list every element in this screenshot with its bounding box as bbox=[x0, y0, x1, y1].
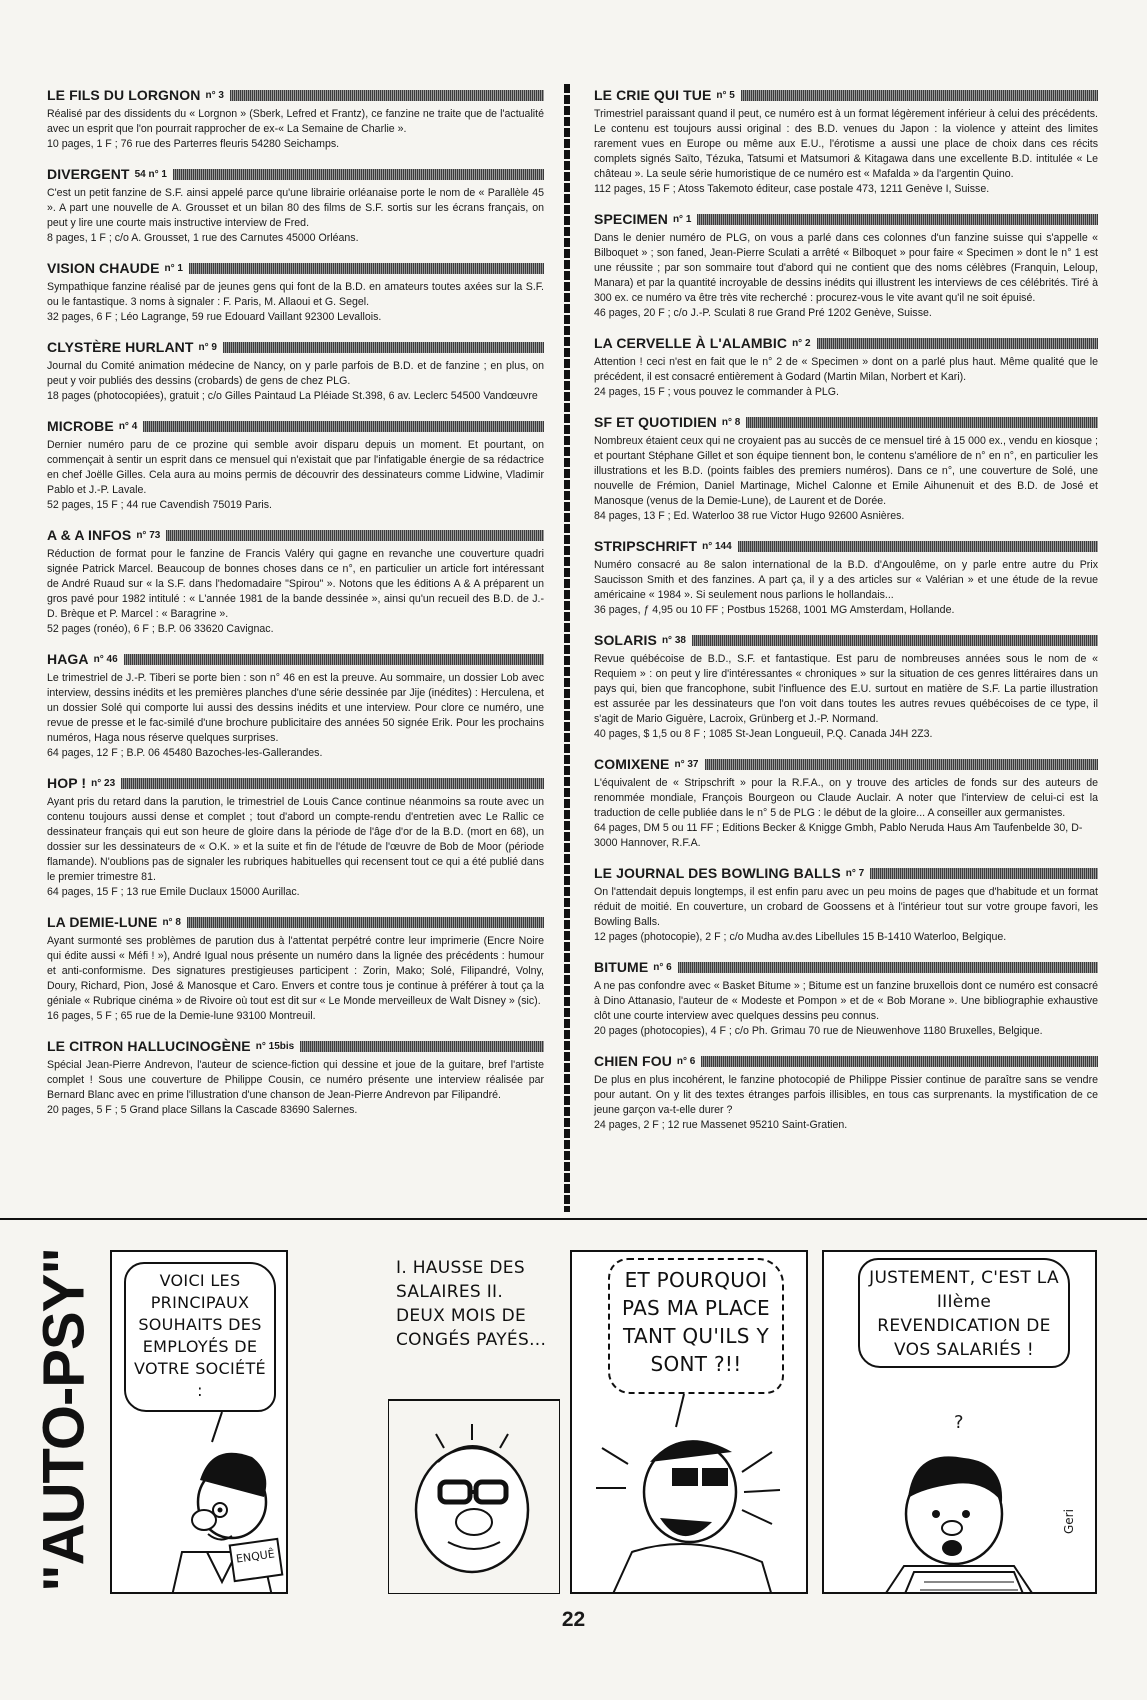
fanzine-entry bbox=[47, 524, 544, 637]
entry-issue-number: n° 9 bbox=[198, 341, 217, 353]
heading-rule bbox=[701, 1056, 1098, 1067]
entry-heading bbox=[594, 411, 1098, 433]
entry-title: LA CERVELLE À L'ALAMBIC bbox=[594, 335, 788, 351]
entry-issue-number: n° 1 bbox=[672, 213, 692, 225]
fanzine-entry bbox=[594, 411, 1098, 524]
entry-issue-number: n° 37 bbox=[674, 758, 699, 770]
fanzine-entry bbox=[47, 415, 544, 513]
entry-issue-number: n° 5 bbox=[716, 89, 735, 101]
boss-character-drawing bbox=[112, 1252, 288, 1594]
entry-details: 8 pages, 1 F ; c/o A. Grousset, 1 rue des Carnutes 45000 Orléans. bbox=[47, 232, 359, 244]
entry-description: Ayant surmonté ses problèmes de parution dus à l'attentat perpétré contre leur imprimerie (Encre Noire qui édite aussi « Méfi ! »), André Igual nous présente un numéro dans la lignée des précédents : humour et anti-conformisme. Des signatures prestigieuses participent : Zorin, Mako; Solé, Filipandré, Volny, Doury, Richard, Pion, José & Manosque et Caro. Envers et contre tous je continue à préférer à tout ça la géniale « Rubrique cinéma » de Rivoire où tout est dit sur « Le Monde merveilleux de Walt Disney » (sic). bbox=[47, 935, 544, 1007]
entry-details: 12 pages (photocopie), 2 F ; c/o Mudha av.des Libellules 15 B-1410 Waterloo, Belgique. bbox=[594, 931, 1007, 943]
entry-title: LA DEMIE-LUNE bbox=[47, 914, 158, 930]
entry-description: Spécial Jean-Pierre Andrevon, l'auteur de science-fiction qui dessine et joue de la guitare, bref l'artiste complet ! Sous une couverture de Philippe Cousin, ce numéro présente une interview réalisée par Bernard Blanc avec en prime l'illustration d'une chanson de Jean-Pierre Andrevon par Filipandré. bbox=[47, 1059, 544, 1101]
fanzine-entry bbox=[594, 629, 1098, 742]
entry-issue-number: n° 4 bbox=[118, 420, 138, 432]
entry-details: 10 pages, 1 F ; 76 rue des Parterres fleuris 54280 Seichamps. bbox=[47, 138, 340, 150]
comic-panel-1 bbox=[110, 1250, 288, 1594]
heading-rule bbox=[697, 214, 1098, 225]
fanzine-entry bbox=[594, 956, 1098, 1039]
entry-details: 52 pages, 15 F ; 44 rue Cavendish 75019 Paris. bbox=[47, 499, 272, 511]
comic-panel-4 bbox=[822, 1250, 1097, 1594]
entry-title: DIVERGENT bbox=[47, 166, 130, 182]
entry-heading bbox=[47, 257, 544, 279]
entry-description: On l'attendait depuis longtemps, il est enfin paru avec un peu moins de pages que d'habitude et un format réduit de moitié. En couverture, un crobard de Goossens et à l'intérieur tout sur votre groupe favori, les Bowling Balls. bbox=[594, 886, 1098, 928]
entry-issue-number: n° 8 bbox=[721, 416, 741, 428]
speech-text-2: I. HAUSSE DES SALAIRES II. DEUX MOIS DE CONGÉS PAYÉS... bbox=[396, 1258, 547, 1350]
entry-title: LE FILS DU LORGNON bbox=[47, 87, 201, 103]
fanzine-entry bbox=[594, 862, 1098, 945]
heading-rule bbox=[124, 654, 544, 665]
page-number: 22 bbox=[561, 1608, 586, 1631]
fanzine-entry bbox=[594, 1050, 1098, 1133]
entry-heading bbox=[594, 1050, 1098, 1072]
fanzine-entry bbox=[47, 257, 544, 325]
entry-heading bbox=[47, 772, 544, 794]
comic-panel-2 bbox=[388, 1250, 560, 1594]
entry-issue-number: n° 6 bbox=[653, 961, 672, 973]
entry-details: 32 pages, 6 F ; Léo Lagrange, 59 rue Edouard Vaillant 92300 Levallois. bbox=[47, 311, 382, 323]
fanzine-entry bbox=[47, 911, 544, 1024]
heading-rule bbox=[870, 868, 1098, 879]
entry-details: 112 pages, 15 F ; Atoss Takemoto éditeur, case postale 473, 1211 Genève I, Suisse. bbox=[594, 183, 990, 195]
entry-details: 16 pages, 5 F ; 65 rue de la Demie-lune 93100 Montreuil. bbox=[47, 1010, 316, 1022]
entry-description: Trimestriel paraissant quand il peut, ce numéro est à un format légèrement inférieur à celui des précédents. Le contenu est toujours aussi original : des B.D. venues du Japon : la violence y atteint des limites rarement vues en Europe ou même aux E.U., l'érotisme a aussi une place de choix dans ces récits complets signés Saïto, Tézuka, Tatsumi et Matsumori & Kitagawa dans une excellente B.D. intitulée « Le château ». La seule série humoristique de ce numéro est « Mafalda » da l'argentin Quino. bbox=[594, 108, 1098, 180]
speech-bubble-3: ET POURQUOI PAS MA PLACE TANT QU'ILS Y SONT ?!! bbox=[608, 1258, 784, 1394]
entry-title: SPECIMEN bbox=[594, 211, 668, 227]
entry-issue-number: n° 38 bbox=[661, 634, 686, 646]
heading-rule bbox=[678, 962, 1098, 973]
heading-rule bbox=[166, 530, 544, 541]
entry-heading bbox=[47, 1035, 544, 1057]
entry-title: CLYSTÈRE HURLANT bbox=[47, 339, 194, 355]
entry-issue-number: n° 46 bbox=[93, 653, 118, 665]
entry-heading bbox=[594, 84, 1098, 106]
entry-description: De plus en plus incohérent, le fanzine photocopié de Philippe Pissier continue de paraître sans se vendre pour autant. On y lit des textes étranges parfois illisibles, en tous cas surprenants. la mystification de ce jeune garçon va-t-elle durer ? bbox=[594, 1074, 1098, 1116]
entry-description: L'équivalent de « Stripschrift » pour la R.F.A., on y trouve des articles de fonds sur des auteurs de renommée mondiale, François Bourgeon ou Claude Auclair. A noter que l'interview de celui-ci est la traduction de celle publiée dans le n° 5 de PLG : le début de la gloire... A conseiller aux germanistes. bbox=[594, 777, 1098, 819]
entry-heading bbox=[594, 753, 1098, 775]
entry-description: Sympathique fanzine réalisé par de jeunes gens qui font de la B.D. en amateurs toutes axées sur la S.F. ou le fantastique. 3 noms à signaler : F. Paris, M. Allaoui et G. Segel. bbox=[47, 281, 544, 308]
speech-bubble-1: VOICI LES PRINCIPAUX SOUHAITS DES EMPLOYÉS DE VOTRE SOCIÉTÉ : bbox=[124, 1262, 276, 1412]
entry-details: 36 pages, ƒ 4,95 ou 10 FF ; Postbus 15268, 1001 MG Amsterdam, Hollande. bbox=[594, 604, 955, 616]
survey-paper-label: ENQUÊ bbox=[235, 1547, 276, 1566]
fanzine-entry bbox=[47, 163, 544, 246]
entry-description: Journal du Comité animation médecine de Nancy, on y parle parfois de B.D. et de fanzine ; en plus, on peut y voir publiés des dessins (crobards) de gens de chez PLG. bbox=[47, 360, 544, 387]
entry-description: Réduction de format pour le fanzine de Francis Valéry qui gagne en revanche une couverture quadri signée Patrick Marcel. Beaucoup de bonnes choses dans ce n°, en particulier un article fort intéressant de André Ruaud sur « la S.F. dans l'hedomadaire "Spirou" ». Notons que les éditions A & A préparent un gros pavé pour 1982 intitulé : « L'année 1981 de la bande dessinée », ainsi qu'un recueil des B.D. de J.-D. Brèque et P. Marcel : « Baragrine ». bbox=[47, 548, 544, 620]
entry-description: Numéro consacré au 8e salon international de la B.D. d'Angoulême, on y parle entre autre du Prix Saucisson Smith et des fanzines. A part ça, il y a des articles sur « Valérian » et une étude de la revue américaine « 1984 ». Si seulement nous parlions le hollandais... bbox=[594, 559, 1098, 601]
entry-title: BITUME bbox=[594, 959, 649, 975]
entry-heading bbox=[47, 648, 544, 670]
artist-signature: Geri bbox=[1062, 1509, 1076, 1534]
entry-details: 40 pages, $ 1,5 ou 8 F ; 1085 St-Jean Longueuil, P.Q. Canada J4H 2Z3. bbox=[594, 728, 933, 740]
entry-heading bbox=[594, 208, 1098, 230]
employee-character-drawing bbox=[388, 1250, 560, 1594]
heading-rule bbox=[173, 169, 544, 180]
entry-issue-number: 54 n° 1 bbox=[134, 168, 167, 180]
entry-issue-number: n° 144 bbox=[702, 540, 732, 552]
fanzine-entry bbox=[47, 648, 544, 761]
entry-issue-number: n° 15bis bbox=[255, 1040, 295, 1052]
entry-details: 24 pages, 2 F ; 12 rue Massenet 95210 Saint-Gratien. bbox=[594, 1119, 848, 1131]
fanzine-entry bbox=[594, 332, 1098, 400]
entry-heading bbox=[594, 862, 1098, 884]
entry-description: Dans le denier numéro de PLG, on vous a parlé dans ces colonnes d'un fanzine suisse qui s'appelle « Bilboquet » ; son faned, Jean-Pierre Sculati a arrêté « Bilboquet » pour faire « Specimen » dont le n° 1 est une réussite ; par son sommaire tout d'abord qui ne contient que des noms célèbres (Franquin, Leloup, Manara) et par la quantité incroyable de dessins inédits qui illustrent les interviews de ces célébrités. Tiré à 300 ex. ce numéro va être très vite recherché : procurez-vous le vite avant qu'il ne soit épuisé. bbox=[594, 232, 1098, 304]
entry-issue-number: n° 7 bbox=[845, 867, 865, 879]
heading-rule bbox=[121, 778, 544, 789]
entry-details: 84 pages, 13 F ; Ed. Waterloo 38 rue Victor Hugo 92600 Asnières. bbox=[594, 510, 905, 522]
right-column bbox=[594, 84, 1098, 1144]
entry-issue-number: n° 8 bbox=[162, 916, 181, 928]
entry-details: 64 pages, 12 F ; B.P. 06 45480 Bazoches-les-Gallerandes. bbox=[47, 747, 323, 759]
entry-details: 46 pages, 20 F ; c/o J.-P. Sculati 8 rue Grand Pré 1202 Genève, Suisse. bbox=[594, 307, 932, 319]
entry-issue-number: n° 6 bbox=[676, 1055, 696, 1067]
entry-details: 24 pages, 15 F ; vous pouvez le commander à PLG. bbox=[594, 386, 839, 398]
entry-issue-number: n° 73 bbox=[136, 529, 161, 541]
comic-panel-3 bbox=[570, 1250, 808, 1594]
entry-title: A & A INFOS bbox=[47, 527, 132, 543]
fanzine-entry bbox=[47, 336, 544, 404]
entry-description: A ne pas confondre avec « Basket Bitume » ; Bitume est un fanzine bruxellois dont ce numéro est consacré à Dino Attanasio, l'auteur de « Modeste et Pompon » et de « Bob Morane ». Une bibliographie exhaustive clôt une courte interview avec quelques dessins peu connus. bbox=[594, 980, 1098, 1022]
entry-title: CHIEN FOU bbox=[594, 1053, 672, 1069]
entry-heading bbox=[47, 911, 544, 933]
heading-rule bbox=[738, 541, 1098, 552]
fanzine-entry bbox=[594, 535, 1098, 618]
entry-issue-number: n° 23 bbox=[91, 777, 116, 789]
fanzine-entry bbox=[594, 84, 1098, 197]
entry-details: 64 pages, DM 5 ou 11 FF ; Editions Becker & Knigge Gmbh, Pablo Neruda Haus Am Taufenbelde 30, D-3000 Hannover, R.F.A. bbox=[594, 822, 1083, 849]
entry-description: Attention ! ceci n'est en fait que le n° 2 de « Specimen » dont on a parlé plus haut. Même qualité que le précédent, il est consacré entièrement à Godard (Martin Milan, Norbert et Kari). bbox=[594, 356, 1098, 383]
fanzine-entry bbox=[594, 753, 1098, 851]
entry-title: VISION CHAUDE bbox=[47, 260, 160, 276]
entry-issue-number: n° 1 bbox=[164, 262, 183, 274]
entry-description: Dernier numéro paru de ce prozine qui semble avoir disparu depuis un moment. Et pourtant, on commençait à sentir un esprit dans ce mensuel qui n'existait que par l'infatigable énergie de sa rédactrice en chef Joëlle Gilles. Cela aura au moins permis de découvrir des dessinateurs comme Lidwine, Vladimir Pablo et J.-P. Lavale. bbox=[47, 439, 544, 496]
heading-rule bbox=[300, 1041, 544, 1052]
column-divider bbox=[564, 84, 570, 1212]
entry-title: LE CRIE QUI TUE bbox=[594, 87, 712, 103]
entry-title: COMIXENE bbox=[594, 756, 670, 772]
entry-title: SF ET QUOTIDIEN bbox=[594, 414, 717, 430]
entry-description: Réalisé par des dissidents du « Lorgnon » (Sberk, Lefred et Frantz), ce fanzine ne traite que de l'actualité avec un esprit que l'on pourrait rapprocher de ex-« La Semaine de Charlie ». bbox=[47, 108, 544, 135]
entry-heading bbox=[47, 524, 544, 546]
entry-title: MICROBE bbox=[47, 418, 114, 434]
entry-details: 20 pages, 5 F ; 5 Grand place Sillans la Cascade 83690 Salernes. bbox=[47, 1104, 358, 1116]
comic-strip-title: "AUTO-PSY" bbox=[31, 1248, 97, 1592]
entry-heading bbox=[594, 956, 1098, 978]
entry-heading bbox=[594, 332, 1098, 354]
entry-details: 18 pages (photocopiées), gratuit ; c/o Gilles Paintaud La Pléiade St.398, 6 av. Leclerc 54500 Vandœuvre bbox=[47, 390, 538, 402]
heading-rule bbox=[223, 342, 544, 353]
heading-rule bbox=[143, 421, 544, 432]
entry-title: LE JOURNAL DES BOWLING BALLS bbox=[594, 865, 841, 881]
entry-heading bbox=[594, 535, 1098, 557]
entry-details: 20 pages (photocopies), 4 F ; c/o Ph. Grimau 70 rue de Nieuwenhove 1180 Bruxelles, Belgique. bbox=[594, 1025, 1043, 1037]
entry-heading bbox=[594, 629, 1098, 651]
entry-title: HOP ! bbox=[47, 775, 87, 791]
entry-title: STRIPSCHRIFT bbox=[594, 538, 698, 554]
angry-boss-drawing bbox=[572, 1252, 808, 1594]
employee-speaking-drawing bbox=[824, 1252, 1097, 1594]
left-column bbox=[47, 84, 544, 1129]
fanzine-entry bbox=[47, 84, 544, 152]
thought-mark: ? bbox=[954, 1412, 964, 1433]
entry-heading bbox=[47, 84, 544, 106]
fanzine-entry bbox=[47, 1035, 544, 1118]
entry-title: SOLARIS bbox=[594, 632, 657, 648]
fanzine-entry bbox=[47, 772, 544, 900]
heading-rule bbox=[741, 90, 1098, 101]
entry-heading bbox=[47, 163, 544, 185]
entry-issue-number: n° 3 bbox=[205, 89, 224, 101]
fanzine-entry bbox=[594, 208, 1098, 321]
speech-bubble-4: JUSTEMENT, C'EST LA IIIème REVENDICATION DE VOS SALARIÉS ! bbox=[858, 1258, 1070, 1368]
entry-details: 64 pages, 15 F ; 13 rue Emile Duclaux 15000 Aurillac. bbox=[47, 886, 300, 898]
entry-details: 52 pages (ronéo), 6 F ; B.P. 06 33620 Cavignac. bbox=[47, 623, 274, 635]
entry-description: C'est un petit fanzine de S.F. ainsi appelé parce qu'une librairie orléanaise porte le nom de « Parallèle 45 ». A part une nouvelle de A. Grousset et un bilan 80 des films de S.F. sortis sur les écrans français, on peut y lire une courte mais instructive interview de Fred. bbox=[47, 187, 544, 229]
entry-description: Le trimestriel de J.-P. Tiberi se porte bien : son n° 46 en est la preuve. Au sommaire, un dossier Lob avec interview, dessins inédits et les premières planches d'une série dessinée par Jije (inédites) : Herculena, et un dossier Solé qui comporte lui aussi des dessins inédits et une interview. Pour clore ce numéro, une revue de presse et le fac-similé d'une brochure publicitaire des années 50 signée Erik. Pour les prochains numéros, Haga nous réserve quelques surprises. bbox=[47, 672, 544, 744]
heading-rule bbox=[692, 635, 1098, 646]
heading-rule bbox=[817, 338, 1098, 349]
entry-description: Ayant pris du retard dans la parution, le trimestriel de Louis Cance continue néanmoins sa route avec un contenu toujours aussi dense et complet ; tout d'abord un compte-rendu d'entretien avec Le Rallic ce dessinateur français qui eut son heure de gloire dans la période de l'âge d'or de la B.D. (mort en 68), un dossier sur les dessinateurs de « O.K. » et la suite et fin de l'étude de l'œuvre de Bob de Moor (période flamande). N'oublions pas de signaler les rubriques habituelles qui recensent tout ce qui a été publié dans le premier trimestre 81. bbox=[47, 796, 544, 883]
entry-heading bbox=[47, 336, 544, 358]
entry-description: Revue québécoise de B.D., S.F. et fantastique. Est paru de nombreuses années sous le nom de « Requiem » : on peut y lire d'intéressantes « chroniques » sur la situation de ces genres littéraires dans un pays qui, bien que francophone, subit l'influence des E.U. surtout en matière de S.F. La partie illustration est assurée par les dessinateurs que l'on voit dans toutes les autres revues québécoises de ce type, il s'agit de Mario Giguère, Lacroix, Grünberg et J.-P. Normand. bbox=[594, 653, 1098, 725]
heading-rule bbox=[705, 759, 1099, 770]
entry-description: Nombreux étaient ceux qui ne croyaient pas au succès de ce mensuel tiré à 15 000 ex., vendu en kiosque ; et pourtant Stéphane Gillet et son équipe tiennent bon, le contenu s'améliore de n° en n°, en particulier les illustrations et les B.D. (points faibles des premiers numéros). Dans ce n°, une couverture de Solé, une nouvelle de Frémion, Daniel Martinage, Michel Calonne et Emile Aihunenuit et des B.D. de José et Manosque (venus de la Demie-Lune), de Laurent et de Dorée. bbox=[594, 435, 1098, 507]
heading-rule bbox=[746, 417, 1098, 428]
heading-rule bbox=[189, 263, 544, 274]
entry-title: LE CITRON HALLUCINOGÈNE bbox=[47, 1038, 251, 1054]
entry-issue-number: n° 2 bbox=[792, 337, 811, 349]
comic-separator bbox=[0, 1218, 1147, 1220]
entry-heading bbox=[47, 415, 544, 437]
entry-title: HAGA bbox=[47, 651, 89, 667]
heading-rule bbox=[187, 917, 544, 928]
heading-rule bbox=[230, 90, 544, 101]
